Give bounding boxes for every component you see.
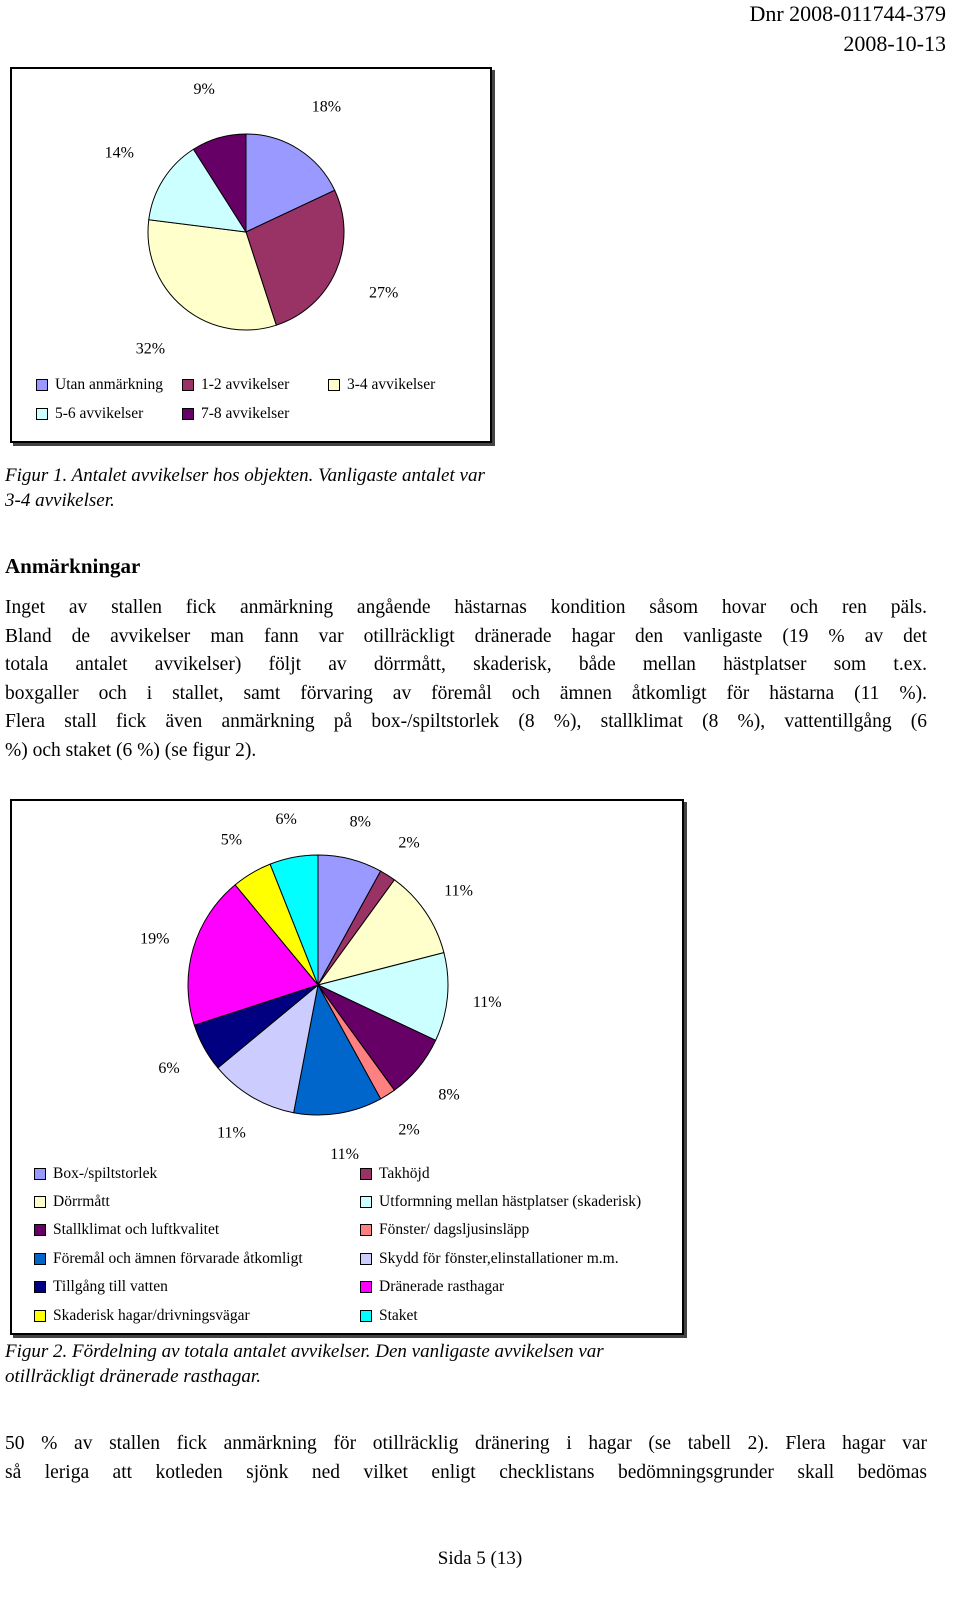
document-number: Dnr 2008-011744-379 xyxy=(749,1,946,26)
legend-swatch xyxy=(360,1168,372,1180)
legend-label: Staket xyxy=(379,1307,418,1324)
pie-data-label: 2% xyxy=(398,834,420,852)
text-line: Bland de avvikelser man fann var otillräckligt dränerade hagar den vanligaste (19 % av det xyxy=(5,625,927,647)
legend-item-5-6-avvikelser xyxy=(36,405,143,423)
legend-item-takhojd xyxy=(360,1165,430,1183)
legend-swatch xyxy=(34,1196,46,1208)
legend-label: Fönster/ dagsljusinsläpp xyxy=(379,1221,530,1238)
legend-label: Skaderisk hagar/drivningsvägar xyxy=(53,1307,250,1324)
text-line: 50 % av stallen fick anmärkning för otillräcklig dränering i hagar (se tabell 2). Flera hagar var xyxy=(5,1433,927,1454)
legend-item-utformning xyxy=(360,1193,641,1211)
legend-label: 1-2 avvikelser xyxy=(201,376,290,393)
legend-label: 7-8 avvikelser xyxy=(201,405,290,422)
legend-swatch xyxy=(36,408,48,420)
paragraph-2 xyxy=(5,1430,927,1487)
legend-label: Dörrmått xyxy=(53,1193,110,1210)
legend-swatch xyxy=(328,379,340,391)
legend-item-tillgang-vatten xyxy=(34,1278,168,1296)
text-line: så leriga att kotleden sjönk ned vilket enligt checklistans bedömningsgrunder skall bedömas xyxy=(5,1461,927,1483)
pie-data-label: 11% xyxy=(330,1145,359,1163)
legend-item-utan-anmarkning xyxy=(36,376,163,394)
text-line: Flera stall fick även anmärkning på box-/spiltstorlek (8 %), stallklimat (8 %), vattentillgång (6 xyxy=(5,711,927,732)
legend-item-7-8-avvikelser xyxy=(182,405,289,423)
legend-label: Dränerade rasthagar xyxy=(379,1278,505,1295)
legend-item-dorrmatt xyxy=(34,1193,110,1211)
caption-line: otillräckligt dränerade rasthagar. xyxy=(5,1366,261,1387)
legend-swatch xyxy=(360,1281,372,1293)
figure-2-caption xyxy=(5,1339,604,1389)
legend-item-staket xyxy=(360,1307,418,1325)
text-line: Inget av stallen fick anmärkning angående hästarnas kondition såsom hovar och ren päls. xyxy=(5,597,927,618)
legend-item-3-4-avvikelser xyxy=(328,376,435,394)
legend-item-fonster xyxy=(360,1221,529,1239)
legend-swatch xyxy=(360,1310,372,1322)
caption-line: Figur 1. Antalet avvikelser hos objekten. Vanligaste antalet var xyxy=(5,465,485,486)
figure-1-chart xyxy=(10,67,492,443)
legend-swatch xyxy=(360,1224,372,1236)
legend-item-1-2-avvikelser xyxy=(182,376,289,394)
pie-data-label: 6% xyxy=(158,1059,180,1077)
legend-label: Box-/spiltstorlek xyxy=(53,1165,158,1182)
section-heading: Anmärkningar xyxy=(5,554,141,578)
legend-label: Utan anmärkning xyxy=(55,376,164,393)
legend-swatch xyxy=(360,1196,372,1208)
text-line: %) och staket (6 %) (se figur 2). xyxy=(5,739,257,761)
legend-swatch xyxy=(34,1281,46,1293)
legend-swatch xyxy=(36,379,48,391)
legend-swatch xyxy=(34,1253,46,1265)
pie-data-label: 5% xyxy=(220,831,243,849)
pie-data-label: 11% xyxy=(217,1124,246,1142)
legend-item-skydd xyxy=(360,1250,619,1268)
pie-data-label: 27% xyxy=(368,284,399,302)
legend-label: 3-4 avvikelser xyxy=(347,376,436,393)
pie-data-label: 32% xyxy=(135,340,166,358)
caption-line: 3-4 avvikelser. xyxy=(5,490,115,511)
pie-data-label: 8% xyxy=(349,813,371,831)
page-footer: Sida 5 (13) xyxy=(437,1548,523,1569)
legend-swatch xyxy=(182,408,194,420)
legend-item-skaderisk-hagar xyxy=(34,1307,250,1325)
legend-swatch xyxy=(34,1224,46,1236)
legend-swatch xyxy=(34,1310,46,1322)
caption-line: Figur 2. Fördelning av totala antalet avvikelser. Den vanligaste avvikelsen var xyxy=(5,1341,604,1362)
text-line: totala antalet avvikelser) följt av dörrmått, skaderisk, både mellan hästplatser som t.ex. xyxy=(5,654,927,675)
legend-swatch xyxy=(360,1253,372,1265)
document-date: 2008-10-13 xyxy=(843,31,946,56)
legend-swatch xyxy=(34,1168,46,1180)
legend-swatch xyxy=(182,379,194,391)
paragraph-1 xyxy=(5,594,927,765)
text-line: boxgaller och i stallet, samt förvaring av föremål och ämnen åtkomligt för hästarna (11 %). xyxy=(5,682,927,704)
legend-item-stallklimat xyxy=(34,1221,219,1239)
legend-label: Skydd för fönster,elinstallationer m.m. xyxy=(379,1250,619,1267)
pie-data-label: 2% xyxy=(398,1121,420,1139)
legend-label: Utformning mellan hästplatser (skaderisk) xyxy=(379,1193,642,1210)
pie-data-label: 11% xyxy=(444,882,473,900)
legend-item-dranerade xyxy=(360,1278,504,1296)
legend-item-foremal xyxy=(34,1250,303,1268)
legend-item-box-spiltstorlek xyxy=(34,1165,157,1183)
pie-data-label: 19% xyxy=(140,930,170,948)
pie-data-label: 18% xyxy=(311,98,342,116)
legend-label: Tillgång till vatten xyxy=(53,1278,168,1295)
pie-data-label: 9% xyxy=(193,80,215,98)
pie-data-label: 8% xyxy=(438,1086,460,1104)
legend-label: Stallklimat och luftkvalitet xyxy=(53,1221,220,1238)
pie-data-label: 6% xyxy=(275,811,297,829)
figure-1-caption xyxy=(5,463,485,513)
figure-2-chart xyxy=(10,799,684,1335)
pie-data-label: 14% xyxy=(104,144,135,162)
pie-data-label: 11% xyxy=(472,993,502,1011)
legend-label: Takhöjd xyxy=(379,1165,430,1182)
legend-label: 5-6 avvikelser xyxy=(55,405,144,422)
legend-label: Föremål och ämnen förvarade åtkomligt xyxy=(53,1250,303,1267)
